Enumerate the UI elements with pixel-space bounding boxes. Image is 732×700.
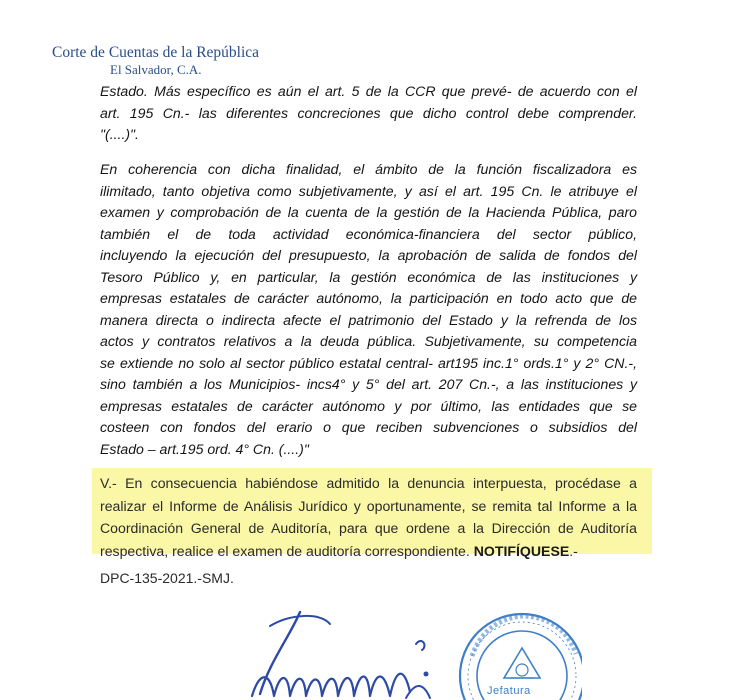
text-line: realizar el Informe de Análisis Jurídico y oportunamente, se remita tal Informe a la (100, 497, 637, 514)
paragraph-continuation (100, 81, 637, 146)
text-line (100, 540, 637, 563)
text-line: también el de toda actividad económica-financiera del sector público, (100, 225, 637, 242)
text-line: "(....)". (100, 126, 139, 142)
text-line: se extiende no solo al sector público estatal central- art195 inc.1° ords.1° y 2° CN.-, (100, 354, 637, 371)
text-line: sino también a los Municipios- incs4° y 5° del art. 207 Cn.-, a las instituciones y (100, 376, 637, 392)
resolution-last-line: respectiva, realice el examen de auditoría correspondiente. (100, 542, 470, 559)
organization-country: El Salvador, C.A. (110, 62, 202, 77)
notify-suffix: .- (569, 542, 578, 559)
text-line: incluyendo la ejecución del presupuesto, la aprobación de salida de fondos del (100, 247, 637, 263)
notify-label: NOTIFÍQUESE (473, 542, 570, 559)
letterhead (52, 44, 259, 77)
text-line: En coherencia con dicha finalidad, el ámbito de la función fiscalizadora es (100, 161, 637, 177)
text-line: manera directa o indirecta afecte el patrimonio del Estado y la refrenda de los (100, 311, 637, 328)
text-line: ilimitado, tanto objetiva como subjetivamente, y así el art. 195 Cn. le atribuye el (100, 182, 637, 199)
text-line: V.- En consecuencia habiéndose admitido la denuncia interpuesta, procédase a (100, 475, 637, 491)
text-line: empresas estatales de carácter autónomo y por último, las entidades que se (100, 397, 637, 414)
text-line: Estado – art.195 ord. 4° Cn. (....)" (100, 440, 309, 457)
reference-code: DPC-135-2021.-SMJ. (100, 570, 234, 586)
seal-text: Jefatura (487, 685, 531, 697)
text-line: Estado. Más específico es aún el art. 5 de la CCR que prevé- de acuerdo con el (100, 83, 637, 99)
paragraph-fiscal-scope (100, 159, 637, 460)
text-line: empresas estatales de carácter autónomo, la participación en todo acto que de (100, 290, 637, 306)
text-line: costeen con fondos del erario o que reciben subvenciones o subsidios del (100, 419, 637, 435)
text-line: examen y comprobación de la cuenta de la gestión de la Hacienda Pública, paro (100, 204, 637, 220)
organization-name: Corte de Cuentas de la República (52, 44, 260, 61)
text-line: actos y contratos relativos a la deuda pública. Subjetivamente, su competencia (100, 333, 637, 349)
text-line: art. 195 Cn.- las diferentes concreciones que dicho control debe comprender. (100, 104, 637, 121)
text-line: Tesoro Público y, en particular, la gestión económica de las instituciones y (100, 268, 637, 285)
signature-icon (230, 606, 450, 700)
resolution-paragraph (100, 472, 637, 562)
text-line: Coordinación General de Auditoría, para que ordene a la Dirección de Auditoría (100, 520, 637, 536)
